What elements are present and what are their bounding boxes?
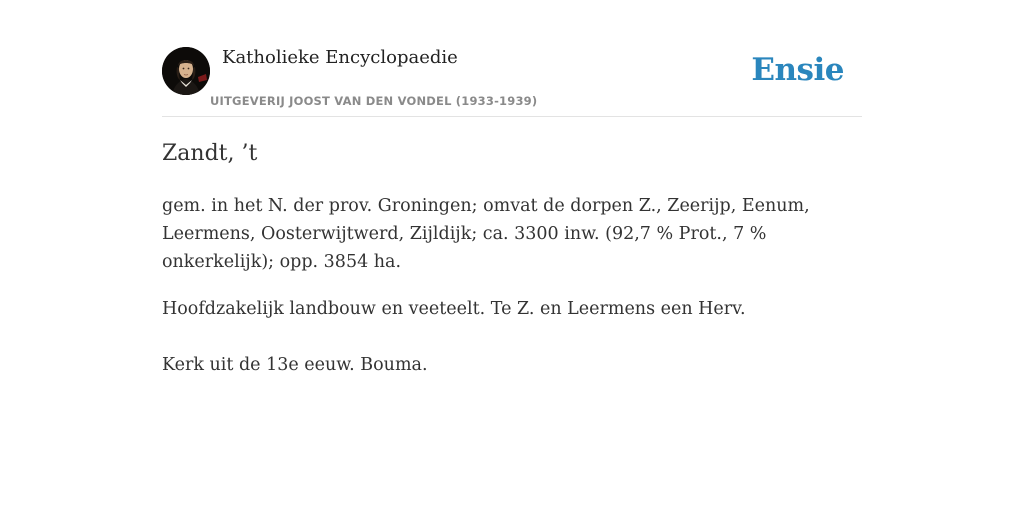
header xyxy=(162,0,862,117)
publisher-label: UITGEVERIJ JOOST VAN DEN VONDEL (1933-1939) xyxy=(210,94,538,108)
entry-paragraph: Hoofdzakelijk landbouw en veeteelt. Te Z. en Leermens een Herv. xyxy=(162,299,746,319)
portrait-avatar-icon[interactable] xyxy=(162,47,210,95)
page xyxy=(162,0,862,512)
entry-paragraph: gem. in het N. der prov. Groningen; omvat de dorpen Z., Zeerijp, Eenum, Leermens, Oosterwijtwerd, Zijldijk; ca. 3300 inw. (92,7 % Prot., 7 % onkerkelijk); opp. 3854 ha. xyxy=(162,196,810,272)
entry-paragraph: Kerk uit de 13e eeuw. Bouma. xyxy=(162,355,428,375)
book-title[interactable]: Katholieke Encyclopaedie xyxy=(222,47,458,68)
entry-title: Zandt, ’t xyxy=(162,141,258,166)
brand-logo-link[interactable]: Ensie xyxy=(751,52,844,88)
